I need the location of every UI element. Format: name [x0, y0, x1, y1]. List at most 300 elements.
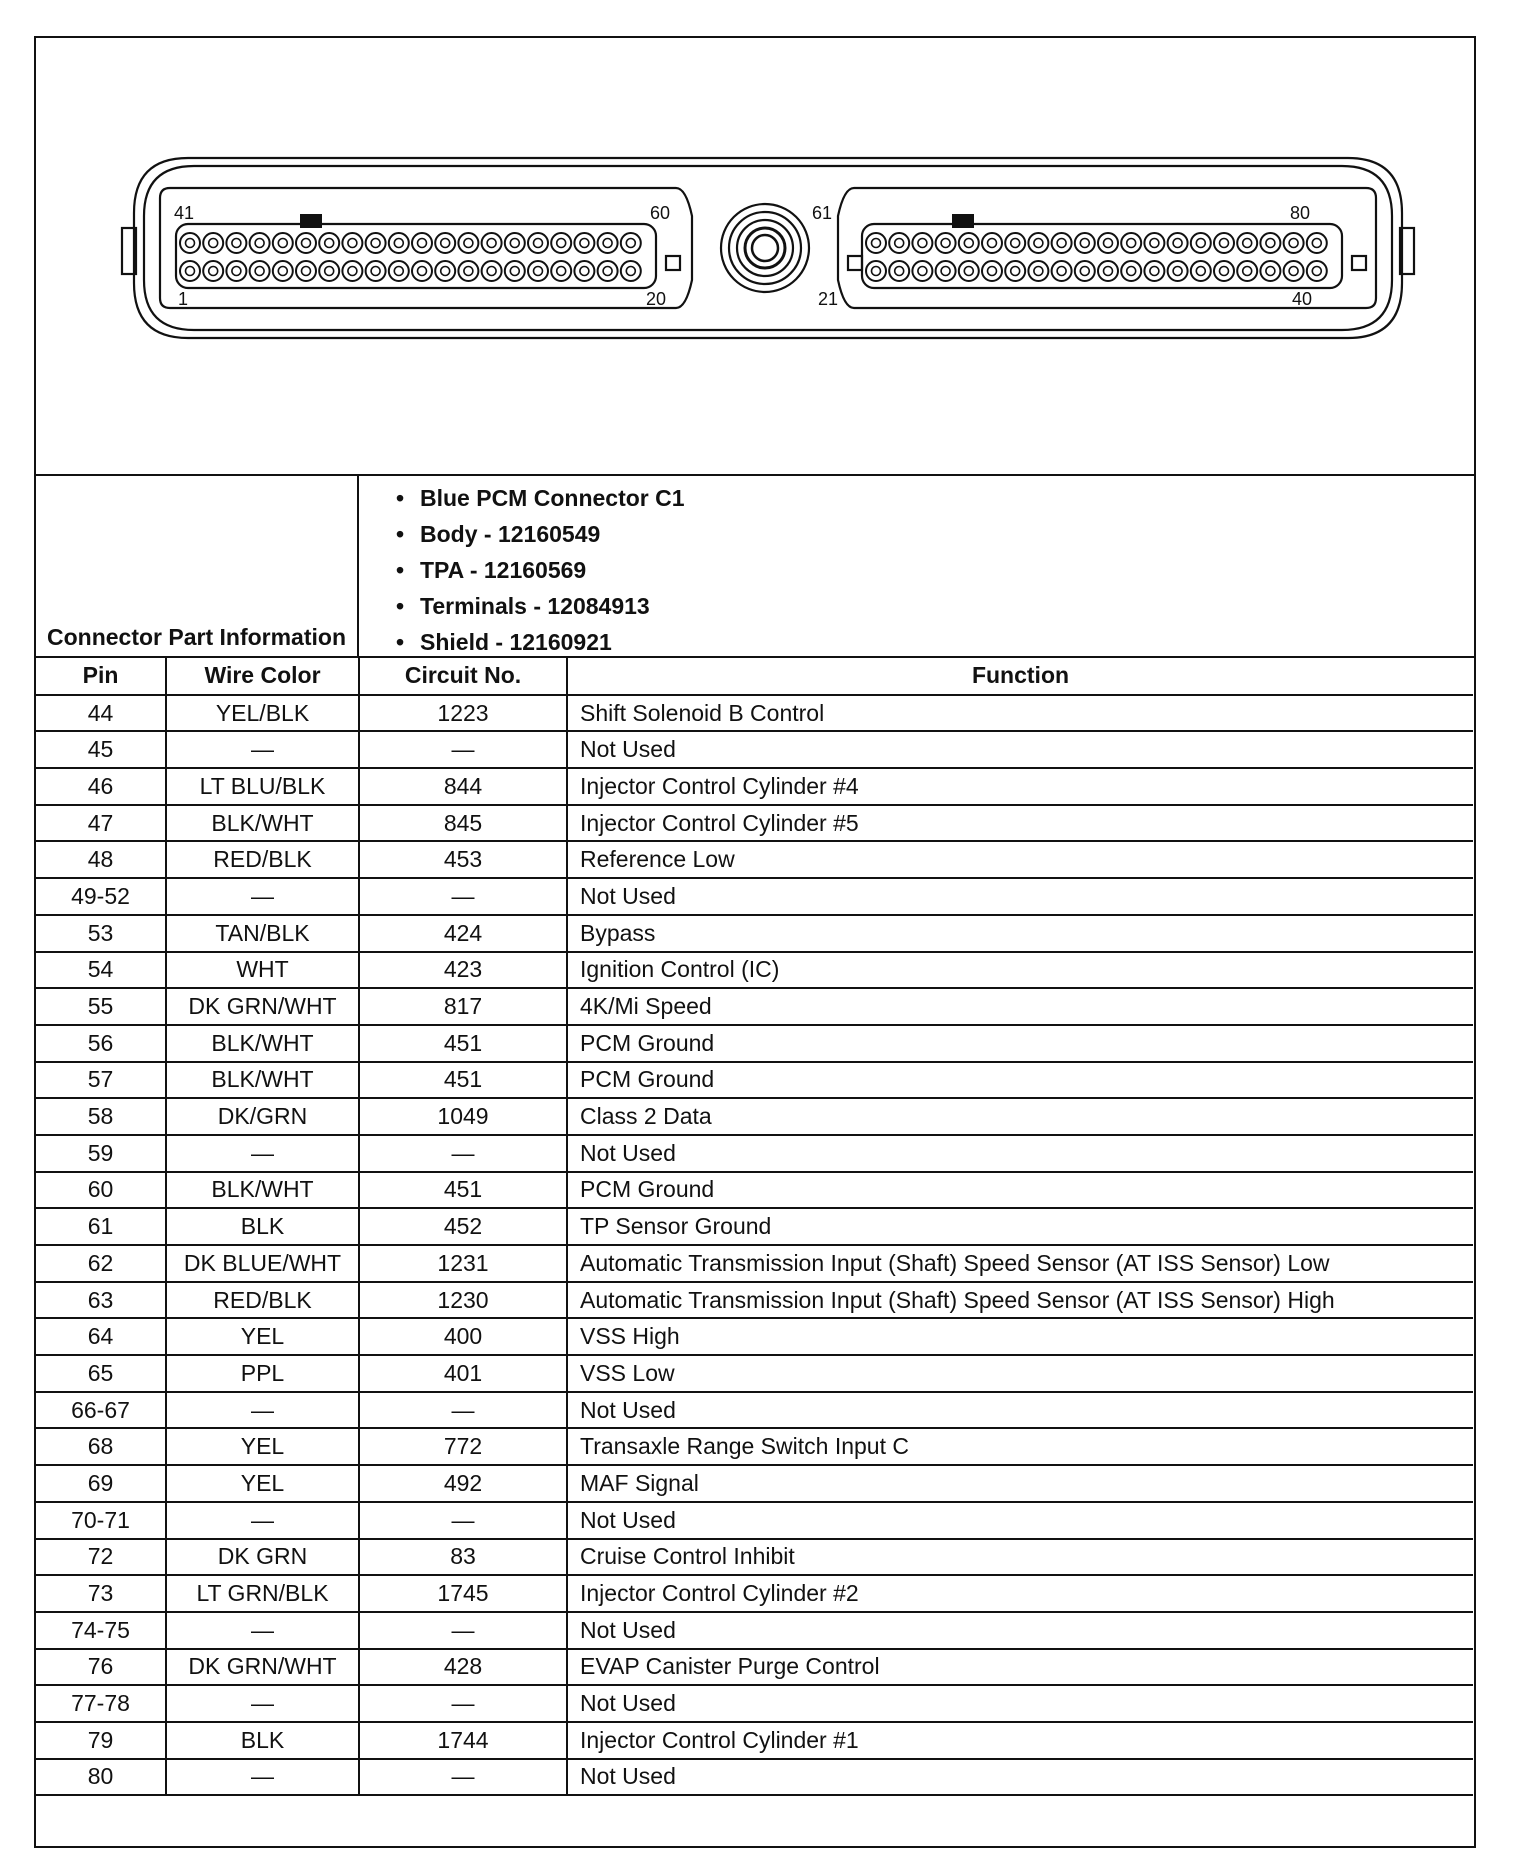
- connector-face-diagram: [36, 38, 1473, 474]
- pin-cavity-terminal: [1196, 239, 1205, 248]
- wire-color-cell: —: [166, 1759, 359, 1796]
- pin-cavity: [1214, 233, 1234, 253]
- center-bolt-ring-1: [729, 212, 801, 284]
- pin-cavity: [505, 261, 525, 281]
- function-cell: Automatic Transmission Input (Shaft) Speed Sensor (AT ISS Sensor) High: [567, 1282, 1473, 1319]
- pin-cavity: [226, 233, 246, 253]
- pin-cavity-terminal: [1104, 239, 1113, 248]
- center-bolt-core: [752, 235, 778, 261]
- pin-cavity-terminal: [557, 239, 566, 248]
- pin-cavity: [203, 261, 223, 281]
- pin-cavity: [959, 233, 979, 253]
- pin-cell: 53: [36, 915, 166, 952]
- pin-label-61: 61: [812, 203, 833, 223]
- pin-cavity-terminal: [1220, 239, 1229, 248]
- pin-cavity: [435, 261, 455, 281]
- pin-cavity-terminal: [1312, 267, 1321, 276]
- wire-color-cell: BLK/WHT: [166, 805, 359, 842]
- pin-cavity-terminal: [394, 267, 403, 276]
- info-item-connector: • Blue PCM Connector C1: [396, 480, 685, 516]
- pin-cavity: [551, 233, 571, 253]
- function-cell: Not Used: [567, 731, 1473, 768]
- left-cavity-housing: [160, 188, 692, 308]
- pin-cavity-terminal: [872, 239, 881, 248]
- connector-housing-outline: [134, 158, 1402, 338]
- pin-cavity: [1307, 261, 1327, 281]
- circuit-cell: 1231: [359, 1245, 567, 1282]
- table-row: [36, 1649, 1473, 1686]
- pin-cell: 49-52: [36, 878, 166, 915]
- connector-info-label: Connector Part Information: [46, 624, 346, 650]
- right-polarization-mark: [952, 214, 974, 228]
- pin-cell: 76: [36, 1649, 166, 1686]
- pin-cell: 54: [36, 952, 166, 989]
- pin-cavity-terminal: [1289, 267, 1298, 276]
- pin-cell: 72: [36, 1539, 166, 1576]
- center-bolt-outer: [721, 204, 809, 292]
- header-circuit: Circuit No.: [359, 658, 567, 695]
- wire-color-cell: DK GRN/WHT: [166, 1649, 359, 1686]
- wire-color-cell: LT BLU/BLK: [166, 768, 359, 805]
- wire-color-cell: DK GRN/WHT: [166, 988, 359, 1025]
- wire-color-cell: YEL/BLK: [166, 695, 359, 732]
- header-function: Function: [567, 658, 1473, 695]
- pin-cavity-terminal: [964, 239, 973, 248]
- pin-cavity: [936, 261, 956, 281]
- circuit-cell: 1223: [359, 695, 567, 732]
- table-row: [36, 1355, 1473, 1392]
- pin-cavity: [621, 233, 641, 253]
- pin-cavity: [1075, 261, 1095, 281]
- circuit-cell: —: [359, 1759, 567, 1796]
- table-row: [36, 731, 1473, 768]
- pin-cavity: [458, 233, 478, 253]
- pin-cavity: [621, 261, 641, 281]
- function-cell: MAF Signal: [567, 1465, 1473, 1502]
- pin-cavity: [482, 261, 502, 281]
- pin-cavity: [1260, 261, 1280, 281]
- pin-cavity: [574, 233, 594, 253]
- pin-cavity: [936, 233, 956, 253]
- pin-cavity: [1005, 233, 1025, 253]
- right-key: [848, 256, 862, 270]
- pin-cavity: [482, 233, 502, 253]
- pin-cavity: [366, 233, 386, 253]
- wire-color-cell: TAN/BLK: [166, 915, 359, 952]
- pin-cavity: [1168, 261, 1188, 281]
- function-cell: Cruise Control Inhibit: [567, 1539, 1473, 1576]
- pin-cavity: [389, 261, 409, 281]
- pin-cell: 68: [36, 1428, 166, 1465]
- wire-color-cell: —: [166, 1612, 359, 1649]
- pin-cavity-terminal: [232, 267, 241, 276]
- pin-cavity-terminal: [964, 267, 973, 276]
- table-header-row: [36, 658, 1473, 695]
- wire-color-cell: BLK/WHT: [166, 1172, 359, 1209]
- pin-cavity-terminal: [1243, 239, 1252, 248]
- circuit-cell: 845: [359, 805, 567, 842]
- pin-cell: 55: [36, 988, 166, 1025]
- pin-cavity: [389, 233, 409, 253]
- table-row: [36, 1098, 1473, 1135]
- pin-cell: 45: [36, 731, 166, 768]
- circuit-cell: 451: [359, 1062, 567, 1099]
- pin-cavity: [528, 233, 548, 253]
- pin-cavity-terminal: [1220, 267, 1229, 276]
- pin-cavity: [866, 233, 886, 253]
- pin-cavity-terminal: [464, 239, 473, 248]
- pin-label-60: 60: [650, 203, 671, 223]
- wire-color-cell: DK GRN: [166, 1539, 359, 1576]
- document-frame: [34, 36, 1476, 1848]
- pin-cavity-terminal: [895, 267, 904, 276]
- function-cell: TP Sensor Ground: [567, 1208, 1473, 1245]
- wire-color-cell: PPL: [166, 1355, 359, 1392]
- function-cell: Not Used: [567, 878, 1473, 915]
- pin-cavity: [982, 261, 1002, 281]
- pin-cavity-terminal: [1289, 239, 1298, 248]
- pin-cell: 61: [36, 1208, 166, 1245]
- circuit-cell: 452: [359, 1208, 567, 1245]
- pin-cavity-terminal: [302, 239, 311, 248]
- pin-cavity-terminal: [418, 267, 427, 276]
- pin-cavity: [342, 261, 362, 281]
- circuit-cell: 844: [359, 768, 567, 805]
- pin-cavity: [1237, 261, 1257, 281]
- pin-cavity-terminal: [941, 239, 950, 248]
- header-pin: Pin: [36, 658, 166, 695]
- pin-cell: 80: [36, 1759, 166, 1796]
- pin-cavity: [982, 233, 1002, 253]
- pin-cavity-terminal: [1011, 239, 1020, 248]
- wire-color-cell: RED/BLK: [166, 841, 359, 878]
- circuit-cell: 1049: [359, 1098, 567, 1135]
- table-row: [36, 1208, 1473, 1245]
- pin-cavity-terminal: [534, 267, 543, 276]
- pin-cavity: [1237, 233, 1257, 253]
- pin-cavity: [412, 233, 432, 253]
- pin-label-20: 20: [646, 289, 667, 309]
- pin-cavity: [1121, 261, 1141, 281]
- left-key: [666, 256, 680, 270]
- pin-cavity: [296, 261, 316, 281]
- table-row: [36, 1135, 1473, 1172]
- pin-cavity-terminal: [626, 239, 635, 248]
- connector-housing-inner: [144, 166, 1392, 330]
- pin-cavity: [342, 233, 362, 253]
- pin-label-21: 21: [818, 289, 839, 309]
- wire-color-cell: WHT: [166, 952, 359, 989]
- table-row: [36, 1722, 1473, 1759]
- pin-cavity-terminal: [1034, 239, 1043, 248]
- pin-cavity: [1191, 261, 1211, 281]
- pin-label-40: 40: [1292, 289, 1313, 309]
- table-row: [36, 1539, 1473, 1576]
- function-cell: PCM Ground: [567, 1172, 1473, 1209]
- table-row: [36, 1245, 1473, 1282]
- connector-drawing: [36, 38, 1474, 476]
- pin-cell: 44: [36, 695, 166, 732]
- pin-cavity-terminal: [1150, 239, 1159, 248]
- pin-cavity-terminal: [510, 267, 519, 276]
- pinout-rows: [36, 695, 1473, 1796]
- function-cell: 4K/Mi Speed: [567, 988, 1473, 1025]
- pin-cavity: [1214, 261, 1234, 281]
- function-cell: Transaxle Range Switch Input C: [567, 1428, 1473, 1465]
- pin-cavity: [551, 261, 571, 281]
- pin-cavity: [1075, 233, 1095, 253]
- pin-cavity: [1284, 233, 1304, 253]
- pin-cell: 79: [36, 1722, 166, 1759]
- function-cell: Injector Control Cylinder #5: [567, 805, 1473, 842]
- circuit-cell: —: [359, 1135, 567, 1172]
- function-cell: Injector Control Cylinder #4: [567, 768, 1473, 805]
- circuit-cell: —: [359, 1612, 567, 1649]
- pin-label-41: 41: [174, 203, 195, 223]
- pin-cavity-terminal: [626, 267, 635, 276]
- left-polarization-mark: [300, 214, 322, 228]
- pin-cavity-terminal: [1057, 267, 1066, 276]
- pin-cavity-terminal: [255, 267, 264, 276]
- pin-cavity-terminal: [441, 239, 450, 248]
- pin-cavity-terminal: [1196, 267, 1205, 276]
- pin-cavity-terminal: [988, 239, 997, 248]
- circuit-cell: 451: [359, 1025, 567, 1062]
- function-cell: Injector Control Cylinder #1: [567, 1722, 1473, 1759]
- function-cell: Shift Solenoid B Control: [567, 695, 1473, 732]
- pin-cavity-terminal: [278, 267, 287, 276]
- pin-cavity: [180, 261, 200, 281]
- wire-color-cell: —: [166, 731, 359, 768]
- function-cell: Injector Control Cylinder #2: [567, 1575, 1473, 1612]
- function-cell: Not Used: [567, 1685, 1473, 1722]
- pin-cavity: [1168, 233, 1188, 253]
- circuit-cell: —: [359, 1392, 567, 1429]
- pin-cavity-terminal: [510, 239, 519, 248]
- info-item-terminals: • Terminals - 12084913: [396, 588, 685, 624]
- pin-label-1: 1: [178, 289, 189, 309]
- table-row: [36, 1612, 1473, 1649]
- pin-cavity-terminal: [1057, 239, 1066, 248]
- pinout-table: [36, 658, 1473, 1796]
- function-cell: Reference Low: [567, 841, 1473, 878]
- pin-cavity: [1005, 261, 1025, 281]
- pin-cavity-terminal: [418, 239, 427, 248]
- circuit-cell: —: [359, 878, 567, 915]
- circuit-cell: 492: [359, 1465, 567, 1502]
- table-row: [36, 1318, 1473, 1355]
- wire-color-cell: —: [166, 878, 359, 915]
- circuit-cell: 401: [359, 1355, 567, 1392]
- pin-cavity: [1284, 261, 1304, 281]
- pin-cavity: [574, 261, 594, 281]
- wire-color-cell: YEL: [166, 1318, 359, 1355]
- table-row: [36, 878, 1473, 915]
- pin-cavity-terminal: [918, 239, 927, 248]
- pin-cell: 56: [36, 1025, 166, 1062]
- pin-cell: 77-78: [36, 1685, 166, 1722]
- wire-color-cell: RED/BLK: [166, 1282, 359, 1319]
- function-cell: PCM Ground: [567, 1025, 1473, 1062]
- circuit-cell: 1745: [359, 1575, 567, 1612]
- circuit-cell: 1230: [359, 1282, 567, 1319]
- pin-cavity: [912, 233, 932, 253]
- table-row: [36, 952, 1473, 989]
- circuit-cell: 1744: [359, 1722, 567, 1759]
- pin-cell: 48: [36, 841, 166, 878]
- pin-cell: 69: [36, 1465, 166, 1502]
- table-row: [36, 1172, 1473, 1209]
- wire-color-cell: YEL: [166, 1465, 359, 1502]
- function-cell: EVAP Canister Purge Control: [567, 1649, 1473, 1686]
- pin-cavity: [1191, 233, 1211, 253]
- pin-cavity-terminal: [348, 239, 357, 248]
- table-row: [36, 1502, 1473, 1539]
- pin-cavity-terminal: [1266, 239, 1275, 248]
- pin-cavity-terminal: [1173, 267, 1182, 276]
- pin-cavity-terminal: [603, 267, 612, 276]
- pin-cavity-terminal: [1312, 239, 1321, 248]
- pin-cavity: [1144, 233, 1164, 253]
- table-row: [36, 988, 1473, 1025]
- pin-cavity-terminal: [1243, 267, 1252, 276]
- pin-cell: 66-67: [36, 1392, 166, 1429]
- pin-cavity-terminal: [1104, 267, 1113, 276]
- header-wire-color: Wire Color: [166, 658, 359, 695]
- pin-cavity: [505, 233, 525, 253]
- wire-color-cell: BLK: [166, 1208, 359, 1245]
- pin-cavity: [912, 261, 932, 281]
- pin-cavity: [1028, 233, 1048, 253]
- wire-color-cell: YEL: [166, 1428, 359, 1465]
- pin-cell: 64: [36, 1318, 166, 1355]
- pin-cavity: [319, 261, 339, 281]
- pin-label-80: 80: [1290, 203, 1311, 223]
- table-row: [36, 1392, 1473, 1429]
- pin-cavity-terminal: [1127, 239, 1136, 248]
- table-row: [36, 1465, 1473, 1502]
- function-cell: PCM Ground: [567, 1062, 1473, 1099]
- circuit-cell: 424: [359, 915, 567, 952]
- pin-cavity-terminal: [1034, 267, 1043, 276]
- pin-cavity-terminal: [895, 239, 904, 248]
- pin-cavity: [1260, 233, 1280, 253]
- pin-cavity: [1028, 261, 1048, 281]
- table-row: [36, 1575, 1473, 1612]
- pin-cavity-terminal: [580, 239, 589, 248]
- pin-cavity-terminal: [394, 239, 403, 248]
- pin-cell: 47: [36, 805, 166, 842]
- pin-cell: 73: [36, 1575, 166, 1612]
- wire-color-cell: LT GRN/BLK: [166, 1575, 359, 1612]
- function-cell: Not Used: [567, 1502, 1473, 1539]
- table-row: [36, 1282, 1473, 1319]
- pin-cavity-terminal: [278, 239, 287, 248]
- pin-cavity: [226, 261, 246, 281]
- table-row: [36, 841, 1473, 878]
- function-cell: Ignition Control (IC): [567, 952, 1473, 989]
- info-item-body: • Body - 12160549: [396, 516, 685, 552]
- pin-cavity-terminal: [487, 239, 496, 248]
- table-row: [36, 805, 1473, 842]
- pin-cavity-terminal: [325, 267, 334, 276]
- pin-cavity: [435, 233, 455, 253]
- pin-cavity-terminal: [988, 267, 997, 276]
- pin-cell: 58: [36, 1098, 166, 1135]
- pin-cavity-terminal: [1127, 267, 1136, 276]
- wire-color-cell: DK BLUE/WHT: [166, 1245, 359, 1282]
- circuit-cell: 453: [359, 841, 567, 878]
- pin-cell: 57: [36, 1062, 166, 1099]
- right-side-key: [1352, 256, 1366, 270]
- connector-part-info: [36, 476, 1474, 658]
- pin-cavity: [959, 261, 979, 281]
- pin-cavity: [273, 261, 293, 281]
- pin-cavity-terminal: [1266, 267, 1275, 276]
- pin-cell: 63: [36, 1282, 166, 1319]
- pin-cavity-terminal: [580, 267, 589, 276]
- wire-color-cell: BLK: [166, 1722, 359, 1759]
- wire-color-cell: —: [166, 1135, 359, 1172]
- pin-cavity: [528, 261, 548, 281]
- wire-color-cell: —: [166, 1392, 359, 1429]
- function-cell: VSS High: [567, 1318, 1473, 1355]
- circuit-cell: 400: [359, 1318, 567, 1355]
- pin-cell: 74-75: [36, 1612, 166, 1649]
- pin-cavity-terminal: [255, 239, 264, 248]
- pin-cavity-terminal: [1150, 267, 1159, 276]
- table-row: [36, 695, 1473, 732]
- pin-cavity: [273, 233, 293, 253]
- pin-cavity: [203, 233, 223, 253]
- function-cell: Class 2 Data: [567, 1098, 1473, 1135]
- pin-cell: 62: [36, 1245, 166, 1282]
- pin-cavity: [250, 233, 270, 253]
- circuit-cell: 83: [359, 1539, 567, 1576]
- wire-color-cell: —: [166, 1685, 359, 1722]
- circuit-cell: 428: [359, 1649, 567, 1686]
- table-row: [36, 1025, 1473, 1062]
- pin-cavity-terminal: [872, 267, 881, 276]
- pin-cavity: [1307, 233, 1327, 253]
- wire-color-cell: BLK/WHT: [166, 1025, 359, 1062]
- wire-color-cell: BLK/WHT: [166, 1062, 359, 1099]
- pin-cavity-terminal: [918, 267, 927, 276]
- info-item-shield: • Shield - 12160921: [396, 624, 685, 660]
- pin-cavity-terminal: [209, 239, 218, 248]
- pin-cavity-terminal: [441, 267, 450, 276]
- pin-cavity-terminal: [1011, 267, 1020, 276]
- pin-cavity: [412, 261, 432, 281]
- circuit-cell: 423: [359, 952, 567, 989]
- pin-cell: 65: [36, 1355, 166, 1392]
- pin-cavity-terminal: [941, 267, 950, 276]
- pin-cavity: [1052, 261, 1072, 281]
- pin-cell: 59: [36, 1135, 166, 1172]
- pin-cavity: [1121, 233, 1141, 253]
- pin-cavity-terminal: [325, 239, 334, 248]
- circuit-cell: —: [359, 1685, 567, 1722]
- pin-cavity: [458, 261, 478, 281]
- pin-cavity: [1098, 233, 1118, 253]
- pin-cavity: [180, 233, 200, 253]
- pin-cavity-terminal: [348, 267, 357, 276]
- circuit-cell: 772: [359, 1428, 567, 1465]
- circuit-cell: —: [359, 1502, 567, 1539]
- connector-info-list: [396, 480, 685, 660]
- function-cell: Not Used: [567, 1759, 1473, 1796]
- pin-cavity-terminal: [232, 239, 241, 248]
